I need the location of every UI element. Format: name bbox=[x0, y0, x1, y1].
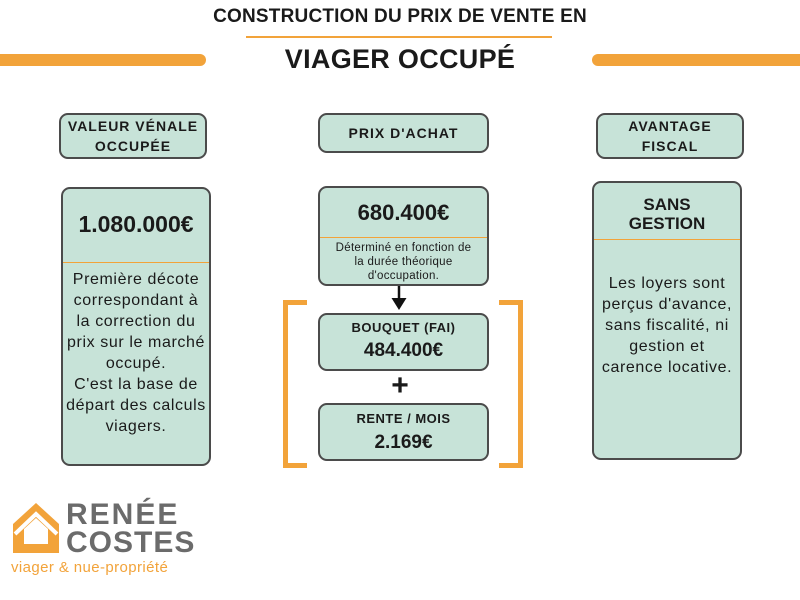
title-line-2: VIAGER OCCUPÉ bbox=[284, 44, 516, 74]
label-prix-achat-text: PRIX D'ACHAT bbox=[348, 125, 459, 141]
logo-line-2: COSTES bbox=[66, 526, 196, 559]
description-avantage-fiscal bbox=[594, 273, 740, 378]
divider bbox=[594, 239, 740, 240]
description-line: Les loyers sont bbox=[608, 275, 726, 292]
amount-bouquet: 484.400€ bbox=[363, 340, 444, 361]
label-avantage-fiscal-line1: AVANTAGE bbox=[628, 118, 712, 134]
logo-tagline: viager & nue-propriété bbox=[11, 559, 169, 576]
description-line: gestion et bbox=[629, 338, 705, 355]
description-line: C'est la base de bbox=[74, 376, 198, 393]
card-prix-achat bbox=[318, 186, 489, 286]
label-valeur-venale bbox=[59, 113, 207, 159]
description-line: la correction du bbox=[76, 313, 196, 330]
divider bbox=[320, 237, 487, 238]
right-accent-bar bbox=[592, 54, 800, 66]
label-rente: RENTE / MOIS bbox=[356, 411, 451, 426]
title-underline bbox=[246, 36, 552, 38]
title-line-1: CONSTRUCTION DU PRIX DE VENTE EN bbox=[213, 6, 587, 27]
label-avantage-fiscal bbox=[596, 113, 744, 159]
note-prix-achat bbox=[320, 241, 487, 283]
card-valeur-venale bbox=[61, 187, 211, 466]
divider bbox=[63, 262, 209, 263]
description-line: occupé. bbox=[105, 355, 167, 372]
description-line: viagers. bbox=[105, 418, 167, 435]
description-line: perçus d'avance, bbox=[601, 296, 733, 313]
plus-sign: + bbox=[391, 369, 409, 402]
card-avantage-fiscal bbox=[592, 181, 742, 460]
house-logo-icon bbox=[10, 500, 62, 556]
note-line: Déterminé en fonction de bbox=[335, 242, 472, 254]
description-line: sans fiscalité, ni bbox=[605, 317, 729, 334]
description-line: prix sur le marché bbox=[67, 334, 205, 351]
label-valeur-venale-line1: VALEUR VÉNALE bbox=[67, 118, 199, 134]
label-avantage-fiscal-line2: FISCAL bbox=[641, 138, 699, 154]
card-rente bbox=[318, 403, 489, 461]
note-line: la durée théorique bbox=[354, 256, 453, 268]
label-prix-achat bbox=[318, 113, 489, 153]
label-bouquet: BOUQUET (FAI) bbox=[351, 320, 456, 335]
description-line: carence locative. bbox=[601, 359, 733, 376]
down-arrow-icon bbox=[390, 286, 408, 312]
description-line: départ des calculs bbox=[66, 397, 206, 414]
amount-prix-achat: 680.400€ bbox=[357, 200, 450, 225]
title-sans-gestion bbox=[594, 195, 740, 233]
description-valeur-venale bbox=[63, 269, 209, 437]
description-line: correspondant à bbox=[73, 292, 199, 309]
card-bouquet bbox=[318, 313, 489, 371]
amount-rente: 2.169€ bbox=[374, 432, 433, 453]
left-bracket bbox=[283, 300, 307, 468]
note-line: d'occupation. bbox=[367, 270, 440, 282]
logo-line-1: RENÉE bbox=[66, 498, 180, 531]
right-bracket bbox=[499, 300, 523, 468]
description-line: Première décote bbox=[72, 271, 200, 288]
title-line: SANS bbox=[643, 195, 691, 214]
left-accent-bar bbox=[0, 54, 206, 66]
title-line: GESTION bbox=[628, 214, 706, 233]
amount-valeur-venale: 1.080.000€ bbox=[78, 211, 194, 237]
label-valeur-venale-line2: OCCUPÉE bbox=[94, 138, 172, 154]
